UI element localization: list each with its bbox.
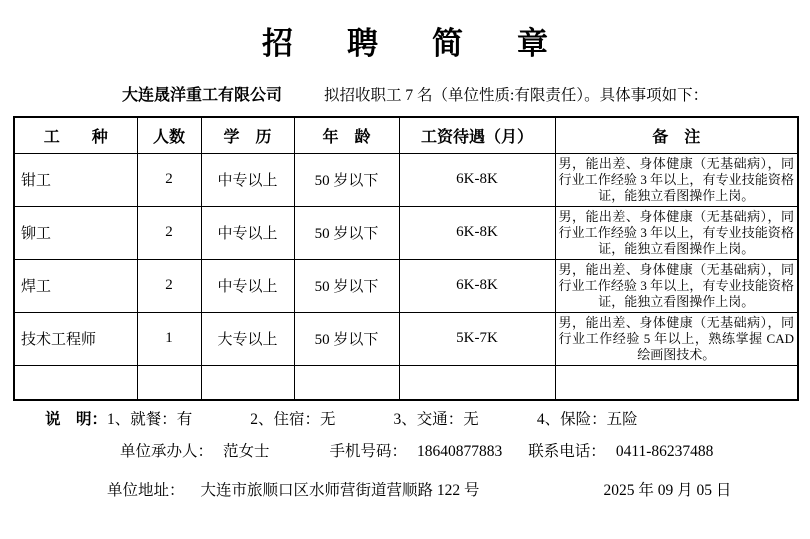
- table-row: [14, 259, 798, 312]
- company-name: 大连晟洋重工有限公司: [122, 87, 283, 104]
- intro-line: [122, 86, 810, 106]
- cell-job: 铆工: [14, 206, 137, 259]
- cell-age: 50 岁以下: [294, 312, 399, 365]
- cell-count: 2: [137, 206, 201, 259]
- cell-age: 50 岁以下: [294, 206, 399, 259]
- phone-number: 0411-86237488: [615, 443, 714, 460]
- cell-education: 大专以上: [201, 312, 294, 365]
- recruitment-notice-page: [0, 26, 810, 501]
- cell-education: [201, 365, 294, 400]
- cell-count: 2: [137, 153, 201, 206]
- address-line: [107, 481, 810, 501]
- cell-job: [14, 365, 137, 400]
- mobile-number: 18640877883: [417, 443, 503, 460]
- header-education: 学 历: [201, 117, 294, 153]
- cell-age: 50 岁以下: [294, 259, 399, 312]
- cell-count: 1: [137, 312, 201, 365]
- page-title: [0, 26, 810, 62]
- cell-job: 焊工: [14, 259, 137, 312]
- cell-education: 中专以上: [201, 206, 294, 259]
- table-row: [14, 153, 798, 206]
- remark-meal: 1、就餐：有: [107, 411, 193, 428]
- table-row: [14, 206, 798, 259]
- date-value: 2025 年 09 月 05 日: [603, 482, 732, 499]
- phone-label: 联系电话：: [528, 443, 606, 460]
- header-age: 年 龄: [294, 117, 399, 153]
- cell-education: 中专以上: [201, 153, 294, 206]
- address-label: 单位地址：: [107, 482, 185, 499]
- header-job: 工 种: [14, 117, 137, 153]
- cell-salary: 6K-8K: [399, 259, 555, 312]
- cell-salary: [399, 365, 555, 400]
- mobile-label: 手机号码：: [329, 443, 408, 460]
- remark-insurance: 4、保险：五险: [536, 411, 638, 428]
- contact-line: [120, 442, 810, 462]
- cell-notes: 男，能出差、身体健康（无基础病），同行业工作经验 3 年以上，有专业技能资格证，能独立看图操作上岗。: [555, 259, 798, 312]
- cell-count: 2: [137, 259, 201, 312]
- cell-count: [137, 365, 201, 400]
- cell-age: 50 岁以下: [294, 153, 399, 206]
- page-title-text: 招聘简章: [262, 26, 602, 61]
- cell-salary: 6K-8K: [399, 153, 555, 206]
- organizer-name: 范女士: [223, 443, 270, 460]
- cell-salary: 5K-7K: [399, 312, 555, 365]
- address-value: 大连市旅顺口区水师营街道营顺路 122 号: [200, 482, 480, 499]
- cell-notes: [555, 365, 798, 400]
- cell-notes: 男，能出差、身体健康（无基础病），同行业工作经验 3 年以上，有专业技能资格证，能独立看图操作上岗。: [555, 206, 798, 259]
- cell-job: 技术工程师: [14, 312, 137, 365]
- table-row: [14, 312, 798, 365]
- header-count: 人数: [137, 117, 201, 153]
- remarks-label: 说 明：: [45, 411, 108, 428]
- cell-notes: 男，能出差、身体健康（无基础病），同行业工作经验 5 年以上，熟练掌握 CAD 绘画图技术。: [555, 312, 798, 365]
- table-row-empty: [14, 365, 798, 400]
- cell-age: [294, 365, 399, 400]
- cell-education: 中专以上: [201, 259, 294, 312]
- organizer-label: 单位承办人：: [120, 443, 214, 460]
- cell-salary: 6K-8K: [399, 206, 555, 259]
- remark-lodging: 2、住宿：无: [250, 411, 336, 428]
- intro-text: 拟招收职工 7 名（单位性质:有限责任）。具体事项如下：: [324, 87, 709, 104]
- header-salary: 工资待遇（月）: [399, 117, 555, 153]
- cell-job: 钳工: [14, 153, 137, 206]
- header-notes: 备 注: [555, 117, 798, 153]
- remark-transport: 3、交通：无: [393, 411, 479, 428]
- cell-notes: 男，能出差、身体健康（无基础病），同行业工作经验 3 年以上，有专业技能资格证，能独立看图操作上岗。: [555, 153, 798, 206]
- remarks-line: [45, 410, 810, 430]
- recruit-table: [13, 116, 799, 401]
- table-header-row: [14, 117, 798, 153]
